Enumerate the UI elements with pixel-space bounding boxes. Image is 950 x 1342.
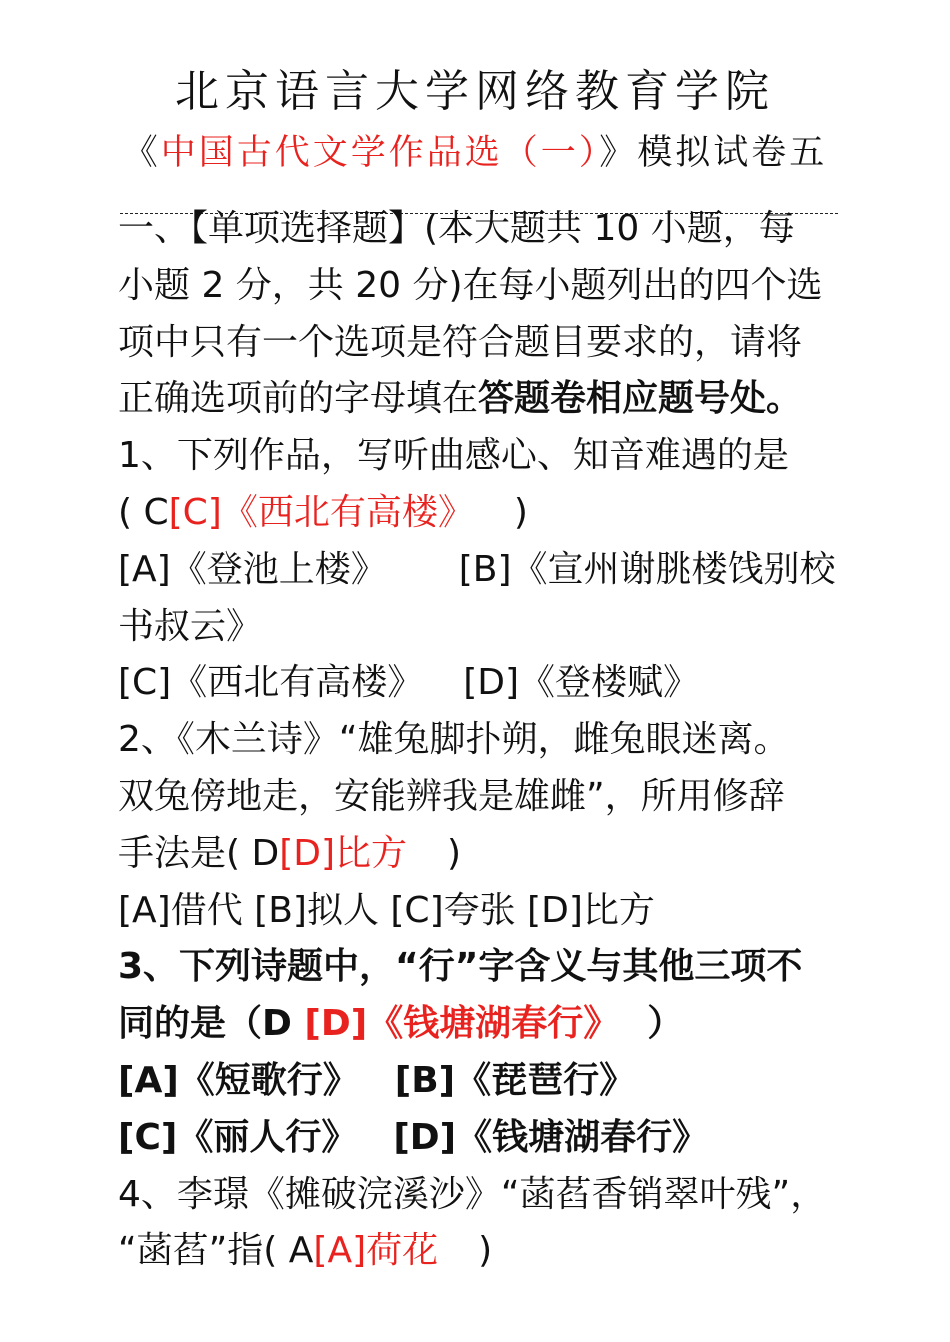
- option-item: [A]《短歌行》: [118, 1059, 359, 1101]
- subtitle-open-bracket: 《: [122, 133, 161, 173]
- page-title: 北京语言大学网络教育学院: [175, 66, 775, 117]
- option-row: [118, 542, 848, 599]
- option-item: [C]《西北有高楼》: [118, 662, 424, 704]
- answer-line: [118, 826, 848, 883]
- answer-suffix: ）: [647, 1003, 684, 1045]
- answer-prefix: ( C: [118, 491, 169, 533]
- question-stem: 2、《木兰诗》“雄兔脚扑朔，雌兔眼迷离。: [118, 719, 790, 761]
- answer-prefix: “菡萏”指( A: [118, 1230, 314, 1272]
- answer-prefix: 手法是( D: [118, 832, 280, 874]
- answer-line: [118, 1223, 848, 1280]
- option-item: [A]《登池上楼》: [118, 548, 387, 590]
- question-stem: 3、下列诗题中，“行”字含义与其他三项不: [118, 946, 803, 988]
- option-item: [B]《琵琶行》: [394, 1059, 636, 1101]
- subtitle-close: 》模拟试卷五: [599, 133, 828, 173]
- option-row: [A]借代 [B]拟人 [C]夸张 [D]比方: [118, 889, 655, 931]
- option-row: [118, 1053, 848, 1110]
- exam-body: [118, 201, 848, 1280]
- answer-key: [D]《钱塘湖春行》: [304, 1003, 620, 1045]
- option-item: [D]《钱塘湖春行》: [393, 1116, 709, 1158]
- option-item: [B]《宣州谢朓楼饯别校: [458, 548, 836, 590]
- option-row: [118, 1110, 848, 1167]
- answer-key: [C]《西北有高楼》: [168, 491, 474, 533]
- answer-line: [118, 485, 848, 542]
- instructions-line: 小题 2 分，共 20 分)在每小题列出的四个选: [118, 264, 823, 306]
- answer-key: [A]荷花: [313, 1230, 439, 1272]
- question-stem: 双兔傍地走，安能辨我是雄雌”，所用修辞: [118, 775, 785, 817]
- option-item: [D]《登楼赋》: [463, 662, 700, 704]
- instructions-text: 正确选项前的字母填在: [118, 378, 479, 420]
- instructions-emphasis: 答题卷相应题号处。: [478, 378, 803, 420]
- option-row: 书叔云》: [118, 605, 263, 647]
- instructions-line: 一、【单项选择题】(本大题共 10 小题，每: [118, 208, 795, 249]
- instructions-line: [118, 371, 848, 428]
- answer-prefix: 同的是（D: [118, 1003, 305, 1045]
- page-subtitle: [0, 128, 950, 178]
- option-item: [C]《丽人行》: [118, 1116, 358, 1158]
- answer-suffix: ): [478, 1230, 493, 1272]
- course-name: 中国古代文学作品选（一）: [160, 133, 600, 173]
- answer-suffix: ): [513, 491, 528, 533]
- question-stem: 4、李璟《摊破浣溪沙》“菡萏香销翠叶残”，: [118, 1173, 827, 1215]
- answer-key: [D]比方: [279, 832, 408, 874]
- question-stem: 1、下列作品，写听曲感心、知音难遇的是: [118, 435, 789, 477]
- answer-suffix: ): [447, 832, 462, 874]
- instructions-line: 项中只有一个选项是符合题目要求的，请将: [118, 321, 803, 363]
- answer-line: [118, 996, 848, 1053]
- option-row: [118, 655, 848, 712]
